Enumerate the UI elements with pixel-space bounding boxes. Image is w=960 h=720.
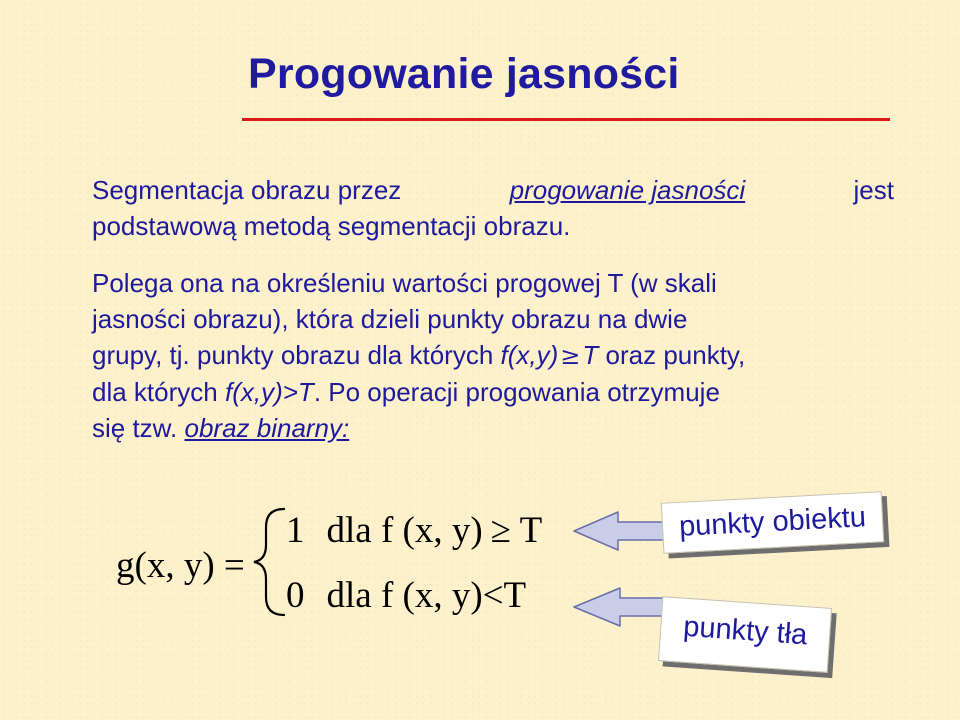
definition-line-3 — [92, 337, 894, 374]
definition-line-1: Polega ona na określeniu wartości progowej T (w skali — [92, 268, 717, 298]
threshold-symbol: T — [582, 340, 599, 370]
definition-line-5 — [92, 410, 894, 446]
case-2-func: f (x, y) — [380, 575, 483, 616]
definition-line-4-text-b: . Po operacji progowania otrzymuje — [313, 377, 720, 407]
callout-object-points: punkty obiektu — [661, 491, 884, 553]
intro-text-a: Segmentacja obrazu przez — [92, 175, 402, 205]
callout-background-points: punkty tła — [658, 596, 832, 673]
arrow-to-object-icon — [574, 512, 672, 550]
slide-title: Progowanie jasności — [248, 50, 680, 98]
definition-line-3-text-a: grupy, tj. punkty obrazu dla których — [92, 340, 494, 370]
paragraph-intro — [92, 172, 894, 244]
case-1-func: f (x, y) — [380, 510, 483, 551]
paragraph-intro-line-1 — [92, 172, 894, 208]
definition-line-3-text-b: oraz punkty, — [605, 340, 746, 370]
paragraph-intro-line-2: podstawową metodą segmentacji obrazu. — [92, 211, 571, 241]
expr-f-xy: f(x,y) — [500, 340, 559, 370]
case-1-relation: ≥ — [490, 510, 511, 551]
case-2-threshold: T — [503, 575, 527, 616]
arrow-to-background-icon — [574, 588, 666, 626]
case-2-word: dla — [326, 575, 372, 616]
definition-line-4-text-a: dla których — [92, 377, 218, 407]
formula-case-1 — [286, 509, 542, 552]
formula-case-2 — [286, 574, 526, 617]
formula-lhs: g(x, y) = — [116, 545, 245, 586]
paragraph-definition — [92, 265, 894, 446]
definition-line-4 — [92, 374, 894, 410]
case-1-value: 1 — [286, 510, 305, 551]
link-obraz-binarny[interactable]: obraz binarny: — [184, 413, 350, 443]
definition-line-5-text-a: się tzw. — [92, 413, 178, 443]
definition-line-2: jasności obrazu), która dzieli punkty obrazu na dwie — [92, 304, 688, 334]
greater-equal-symbol: ≥ — [560, 342, 581, 370]
case-1-word: dla — [326, 510, 372, 551]
title-underline-rule — [242, 118, 890, 121]
expr-f-xy-greater: f(x,y)>T — [224, 377, 314, 407]
link-progowanie-jasnosci[interactable]: progowanie jasności — [509, 175, 746, 205]
intro-text-b: jest — [853, 175, 894, 205]
case-1-threshold: T — [519, 510, 543, 551]
left-brace-icon — [254, 509, 284, 615]
case-2-relation: < — [482, 575, 504, 616]
case-2-value: 0 — [286, 575, 305, 616]
